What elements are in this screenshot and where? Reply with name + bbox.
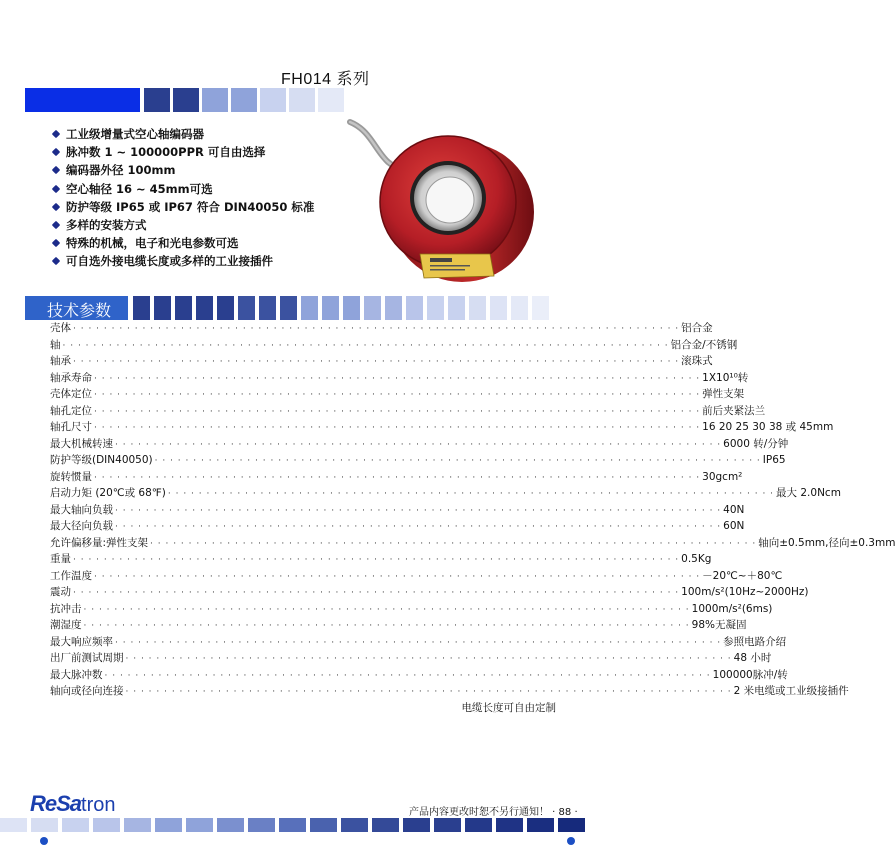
spec-label: 壳体	[50, 322, 71, 334]
leader-dots: · · · · · · · · · · · · · · · · · · · · · · · · · · · · · · · · · · · · · · · · · · · · · · · · · · · · · · · · · · · · · · · · · · · · · · · · · · · · · · ·	[94, 406, 701, 417]
footer-note: 产品内容更改时恕不另行通知！ · 88 ·	[409, 807, 578, 818]
spec-row	[50, 535, 895, 552]
spec-row	[50, 469, 743, 486]
spec-label: 最大脉冲数	[50, 668, 103, 681]
band-block	[280, 296, 297, 320]
spec-row	[50, 337, 738, 354]
spec-value: 参照电路介绍	[723, 635, 787, 648]
spec-row	[50, 320, 713, 337]
band-block	[301, 296, 318, 320]
band-block	[202, 88, 228, 112]
spec-value: IP65	[762, 454, 786, 466]
band-block	[403, 818, 430, 832]
band-block	[93, 818, 120, 832]
feature-item: 脉冲数 1 ~ 100000PPR 可自由选择	[50, 143, 314, 161]
spec-label: 轴孔尺寸	[50, 421, 92, 433]
leader-dots: · · · · · · · · · · · · · · · · · · · · · · · · · · · · · · · · · · · · · · · · · · · · · · · · · · · · · · · · · · · · · · · · · · · · · · · · · · · · · · ·	[73, 555, 680, 565]
section-header	[25, 296, 128, 320]
spec-value: 0.5Kg	[681, 553, 712, 565]
band-block	[260, 88, 286, 112]
spec-value: 1X10¹⁰转	[702, 371, 749, 384]
band-block	[31, 818, 58, 832]
spec-row	[50, 683, 849, 700]
band-block	[469, 296, 486, 320]
band-block	[558, 818, 585, 832]
spec-label: 最大径向负载	[50, 520, 113, 532]
spec-row	[50, 518, 745, 535]
leader-dots: · · · · · · · · · · · · · · · · · · · · · · · · · · · · · · · · · · · · · · · · · · · · · · · · · · · · · · · · · · · · · · · · · · · · · · · · · · · · · · ·	[94, 390, 701, 400]
spec-row	[50, 419, 834, 436]
band-block	[532, 296, 549, 320]
leader-dots: · · · · · · · · · · · · · · · · · · · · · · · · · · · · · · · · · · · · · · · · · · · · · · · · · · · · · · · · · · · · · · · · · · · · · · · · · · · · · · ·	[115, 522, 722, 532]
spec-label: 轴向或径向连接	[50, 685, 124, 697]
spec-value: 滚珠式	[681, 355, 713, 367]
band-block	[0, 818, 27, 832]
spec-label: 轴承	[50, 355, 71, 367]
spec-row	[50, 386, 745, 403]
band-block	[217, 818, 244, 832]
band-block	[343, 296, 360, 320]
spec-row	[50, 601, 773, 618]
footer-dot-left	[40, 837, 48, 845]
spec-row	[50, 353, 713, 370]
spec-label: 允许偏移量:弹性支架	[50, 536, 149, 549]
feature-item: 防护等级 IP65 或 IP67 符合 DIN40050 标准	[50, 198, 314, 216]
spec-value: 98%无凝固	[691, 619, 747, 631]
leader-dots: · · · · · · · · · · · · · · · · · · · · · · · · · · · · · · · · · · · · · · · · · · · · · · · · · · · · · · · · · · · · · · · · · · · · · · · · · · · · · · ·	[94, 472, 701, 483]
spec-label: 防护等级(DIN40050)	[50, 454, 153, 466]
section-color-band	[133, 296, 557, 320]
spec-row	[50, 502, 745, 519]
band-block	[124, 818, 151, 832]
band-block	[465, 818, 492, 832]
spec-value: －20℃~＋80℃	[702, 569, 783, 582]
spec-value: 电缆长度可自由定制	[461, 701, 556, 714]
spec-label: 重量	[50, 553, 71, 565]
spec-value: 16 20 25 30 38 或 45mm	[702, 421, 834, 433]
band-block	[25, 88, 140, 112]
leader-dots: · · · · · · · · · · · · · · · · · · · · · · · · · · · · · · · · · · · · · · · · · · · · · · · · · · · · · · · · · · · · · · · · · · · · · · · · · · · · · · ·	[94, 571, 701, 582]
leader-dots: · · · · · · · · · · · · · · · · · · · · · · · · · · · · · · · · · · · · · · · · · · · · · · · · · · · · · · · · · · · · · · · · · · · · · · · · · · · · · · ·	[62, 340, 669, 351]
top-color-band	[25, 88, 380, 112]
band-block	[175, 296, 192, 320]
leader-dots: · · · · · · · · · · · · · · · · · · · · · · · · · · · · · · · · · · · · · · · · · · · · · · · · · · · · · · · · · · · · · · · · · · · · · · · · · · · · · · ·	[154, 456, 761, 466]
band-block	[496, 818, 523, 832]
band-block	[155, 818, 182, 832]
leader-dots: · · · · · · · · · · · · · · · · · · · · · · · · · · · · · · · · · · · · · · · · · · · · · · · · · · · · · · · · · · · · · · · · · · · · · · · · · · · · · · ·	[115, 439, 722, 450]
spec-label: 最大机械转速	[50, 437, 113, 450]
spec-table	[50, 320, 895, 716]
page-title: FH014 系列	[281, 71, 370, 88]
spec-value: 30gcm²	[702, 470, 743, 483]
band-block	[322, 296, 339, 320]
band-block	[385, 296, 402, 320]
band-block	[434, 818, 461, 832]
logo-part-1: ReSa	[30, 791, 82, 816]
spec-value: 40N	[723, 503, 745, 516]
spec-value: 弹性支架	[702, 388, 745, 400]
spec-label: 启动力矩 (20℃或 68℉)	[50, 487, 166, 499]
spec-label: 最大轴向负载	[50, 503, 113, 516]
spec-row	[50, 370, 749, 387]
band-block	[341, 818, 368, 832]
spec-label: 轴承寿命	[50, 371, 92, 384]
leader-dots: · · · · · · · · · · · · · · · · · · · · · · · · · · · · · · · · · · · · · · · · · · · · · · · · · · · · · · · · · · · · · · · · · · · · · · · · · · · · · · ·	[150, 538, 757, 549]
band-block	[133, 296, 150, 320]
spec-value: 60N	[723, 520, 745, 532]
leader-dots: · · · · · · · · · · · · · · · · · · · · · · · · · · · · · · · · · · · · · · · · · · · · · · · · · · · · · · · · · · · · · · · · · · · · · · · · · · · · · · ·	[94, 373, 701, 384]
spec-row	[50, 551, 712, 568]
band-block	[406, 296, 423, 320]
brand-logo	[30, 791, 116, 817]
leader-dots: · · · · · · · · · · · · · · · · · · · · · · · · · · · · · · · · · · · · · · · · · · · · · · · · · · · · · · · · · · · · · · · · · · · · · · · · · · · · · · ·	[104, 670, 711, 681]
spec-value: 6000 转/分钟	[723, 437, 789, 450]
leader-dots: · · · · · · · · · · · · · · · · · · · · · · · · · · · · · · · · · · · · · · · · · · · · · · · · · · · · · · · · · · · · · · · · · · · · · · · · · · · · · · ·	[115, 637, 722, 648]
spec-label: 壳体定位	[50, 388, 92, 400]
spec-continuation-row	[50, 700, 556, 717]
band-block	[173, 88, 199, 112]
band-block	[490, 296, 507, 320]
spec-value: 轴向±0.5mm,径向±0.3mm	[758, 536, 895, 549]
leader-dots: · · · · · · · · · · · · · · · · · · · · · · · · · · · · · · · · · · · · · · · · · · · · · · · · · · · · · · · · · · · · · · · · · · · · · · · · · · · · · · ·	[73, 357, 680, 367]
band-block	[427, 296, 444, 320]
spec-label: 最大响应频率	[50, 635, 113, 648]
band-block	[186, 818, 213, 832]
band-block	[527, 818, 554, 832]
feature-item: 空心轴径 16 ~ 45mm可选	[50, 180, 314, 198]
band-block	[248, 818, 275, 832]
encoder-product-image	[340, 100, 580, 300]
leader-dots: · · · · · · · · · · · · · · · · · · · · · · · · · · · · · · · · · · · · · · · · · · · · · · · · · · · · · · · · · · · · · · · · · · · · · · · · · · · · · · ·	[125, 654, 732, 664]
feature-item: 可自选外接电缆长度或多样的工业接插件	[50, 252, 314, 270]
spec-row	[50, 584, 809, 601]
band-block	[62, 818, 89, 832]
band-block	[310, 818, 337, 832]
spec-value: 2 米电缆或工业级接插件	[733, 685, 849, 697]
leader-dots: · · · · · · · · · · · · · · · · · · · · · · · · · · · · · · · · · · · · · · · · · · · · · · · · · · · · · · · · · · · · · · · · · · · · · · · · · · · · · · ·	[73, 588, 680, 598]
spec-value: 100000脉冲/转	[712, 668, 788, 681]
leader-dots: · · · · · · · · · · · · · · · · · · · · · · · · · · · · · · · · · · · · · · · · · · · · · · · · · · · · · · · · · · · · · · · · · · · · · · · · · · · · · · ·	[94, 423, 701, 433]
spec-label: 工作温度	[50, 569, 92, 582]
spec-label: 轴孔定位	[50, 404, 92, 417]
spec-value: 100m/s²(10Hz~2000Hz)	[681, 586, 809, 598]
band-block	[144, 88, 170, 112]
leader-dots: · · · · · · · · · · · · · · · · · · · · · · · · · · · · · · · · · · · · · · · · · · · · · · · · · · · · · · · · · · · · · · · · · · · · · · · · · · · · · · ·	[73, 324, 680, 334]
spec-row	[50, 617, 747, 634]
spec-row	[50, 436, 789, 453]
spec-row	[50, 452, 786, 469]
logo-part-2: tron	[81, 794, 116, 816]
spec-row	[50, 634, 787, 651]
spec-label: 出厂前测试周期	[50, 652, 124, 664]
feature-item: 工业级增量式空心轴编码器	[50, 125, 314, 143]
spec-label: 潮湿度	[50, 619, 82, 631]
leader-dots: · · · · · · · · · · · · · · · · · · · · · · · · · · · · · · · · · · · · · · · · · · · · · · · · · · · · · · · · · · · · · · · · · · · · · · · · · · · · · · ·	[125, 687, 732, 697]
spec-value: 48 小时	[733, 652, 772, 664]
band-block	[259, 296, 276, 320]
band-block	[217, 296, 234, 320]
spec-value: 1000m/s²(6ms)	[691, 602, 773, 615]
band-block	[372, 818, 399, 832]
section-title: 技术参数	[47, 301, 112, 320]
band-block	[196, 296, 213, 320]
spec-row	[50, 568, 783, 585]
band-block	[154, 296, 171, 320]
bottom-color-band	[0, 818, 605, 832]
band-block	[448, 296, 465, 320]
band-block	[289, 88, 315, 112]
band-block	[238, 296, 255, 320]
band-block	[511, 296, 528, 320]
spec-row	[50, 403, 766, 420]
spec-row	[50, 667, 788, 684]
leader-dots: · · · · · · · · · · · · · · · · · · · · · · · · · · · · · · · · · · · · · · · · · · · · · · · · · · · · · · · · · · · · · · · · · · · · · · · · · · · · · · ·	[83, 621, 690, 631]
spec-label: 震动	[50, 586, 71, 598]
band-block	[364, 296, 381, 320]
spec-label: 旋转惯量	[50, 470, 92, 483]
spec-value: 前后夹紧法兰	[702, 404, 766, 417]
feature-item: 特殊的机械，电子和光电参数可选	[50, 234, 314, 252]
band-block	[279, 818, 306, 832]
leader-dots: · · · · · · · · · · · · · · · · · · · · · · · · · · · · · · · · · · · · · · · · · · · · · · · · · · · · · · · · · · · · · · · · · · · · · · · · · · · · · · ·	[83, 604, 690, 615]
spec-value: 铝合金/不锈钢	[670, 338, 738, 351]
band-block	[231, 88, 257, 112]
feature-item: 编码器外径 100mm	[50, 161, 314, 179]
spec-row	[50, 650, 772, 667]
leader-dots: · · · · · · · · · · · · · · · · · · · · · · · · · · · · · · · · · · · · · · · · · · · · · · · · · · · · · · · · · · · · · · · · · · · · · · · · · · · · · · ·	[167, 489, 775, 499]
spec-label: 轴	[50, 338, 61, 351]
spec-row	[50, 485, 841, 502]
spec-value: 铝合金	[681, 322, 713, 334]
leader-dots: · · · · · · · · · · · · · · · · · · · · · · · · · · · · · · · · · · · · · · · · · · · · · · · · · · · · · · · · · · · · · · · · · · · · · · · · · · · · · · ·	[115, 505, 722, 516]
spec-label: 抗冲击	[50, 602, 82, 615]
footer-dot-right	[567, 837, 575, 845]
feature-list	[50, 125, 314, 271]
spec-value: 最大 2.0Ncm	[776, 487, 841, 499]
feature-item: 多样的安装方式	[50, 216, 314, 234]
